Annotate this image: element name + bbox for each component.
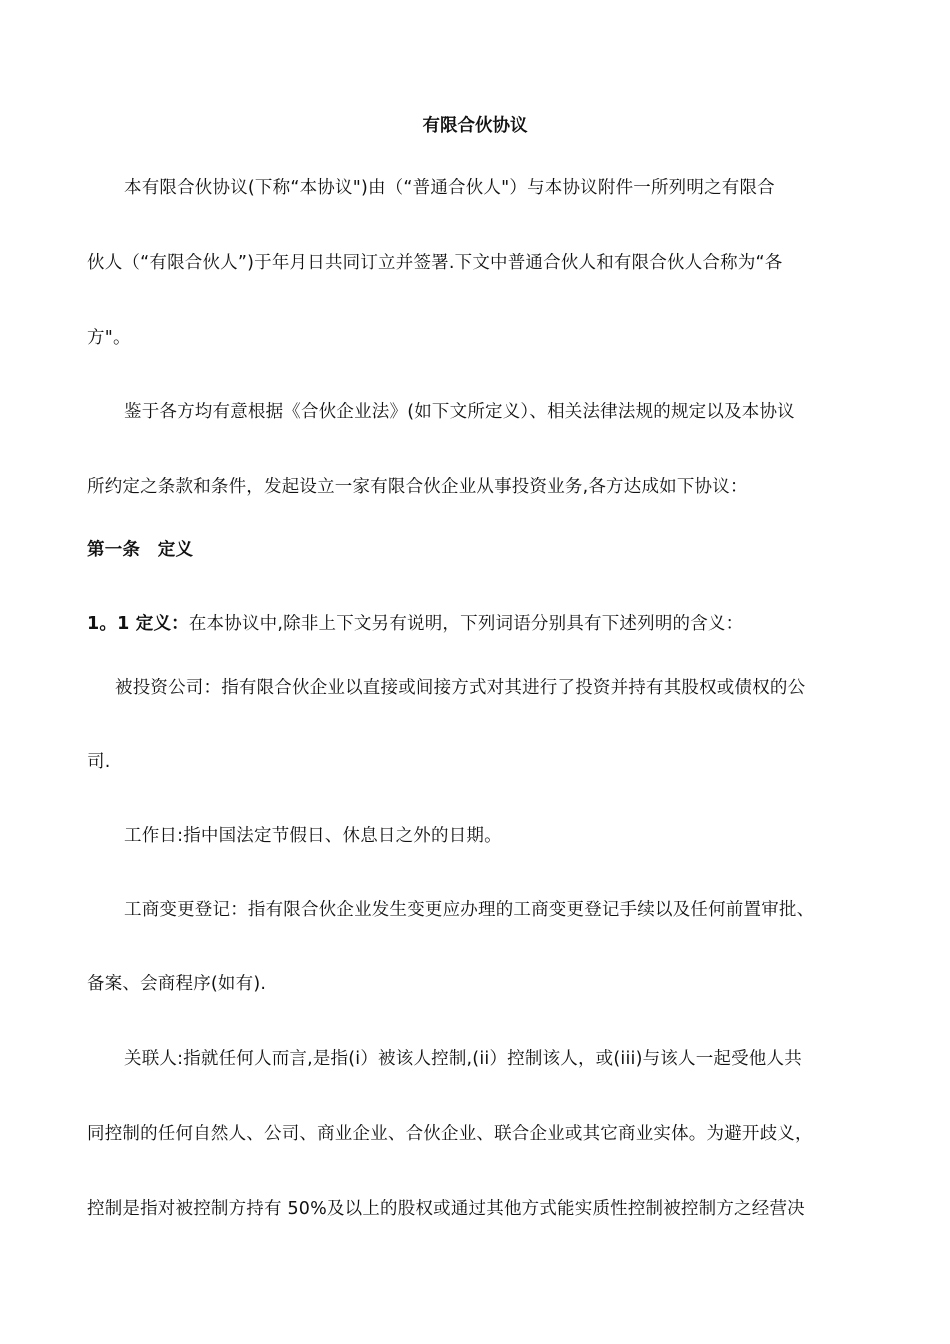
clause-1-1-text: 在本协议中,除非上下文另有说明，下列词语分别具有下述列明的含义： <box>188 614 744 634</box>
definition-affiliate-line-2: 同控制的任何自然人、公司、商业企业、合伙企业、联合企业或其它商业实体。为避开歧义， <box>87 1124 813 1144</box>
clause-1-1 <box>87 611 867 637</box>
preamble-line-1: 本有限合伙协议(下称“本协议")由（“普通合伙人"）与本协议附件一所列明之有限合 <box>124 178 775 198</box>
recital-line-1: 鉴于各方均有意根据《合伙企业法》(如下文所定义）、相关法律法规的规定以及本协议 <box>124 402 795 422</box>
definition-workday: 工作日:指中国法定节假日、休息日之外的日期。 <box>124 826 502 846</box>
preamble-line-2: 伙人（“有限合伙人”)于年月日共同订立并签署.下文中普通合伙人和有限合伙人合称为“各 <box>87 253 783 273</box>
article-1-heading: 第一条 定义 <box>87 540 194 560</box>
definition-affiliate-line-1: 关联人:指就任何人而言,是指(i）被该人控制,(ii）控制该人，或(iii)与该人一起受他人共 <box>124 1049 802 1069</box>
definition-affiliate-line-3: 控制是指对被控制方持有 50%及以上的股权或通过其他方式能实质性控制被控制方之经营决 <box>87 1199 805 1219</box>
definition-investee-line-1: 被投资公司：指有限合伙企业以直接或间接方式对其进行了投资并持有其股权或债权的公 <box>115 678 806 698</box>
definition-investee-line-2: 司. <box>87 752 111 772</box>
definition-registration-line-1: 工商变更登记：指有限合伙企业发生变更应办理的工商变更登记手续以及任何前置审批、 <box>124 900 815 920</box>
definition-registration-line-2: 备案、会商程序(如有). <box>87 974 267 994</box>
clause-1-1-label: 1。1 定义： <box>87 614 189 634</box>
recital-line-2: 所约定之条款和条件，发起设立一家有限合伙企业从事投资业务,各方达成如下协议： <box>87 477 748 497</box>
document-title: 有限合伙协议 <box>422 116 528 136</box>
preamble-line-3: 方"。 <box>87 328 131 348</box>
